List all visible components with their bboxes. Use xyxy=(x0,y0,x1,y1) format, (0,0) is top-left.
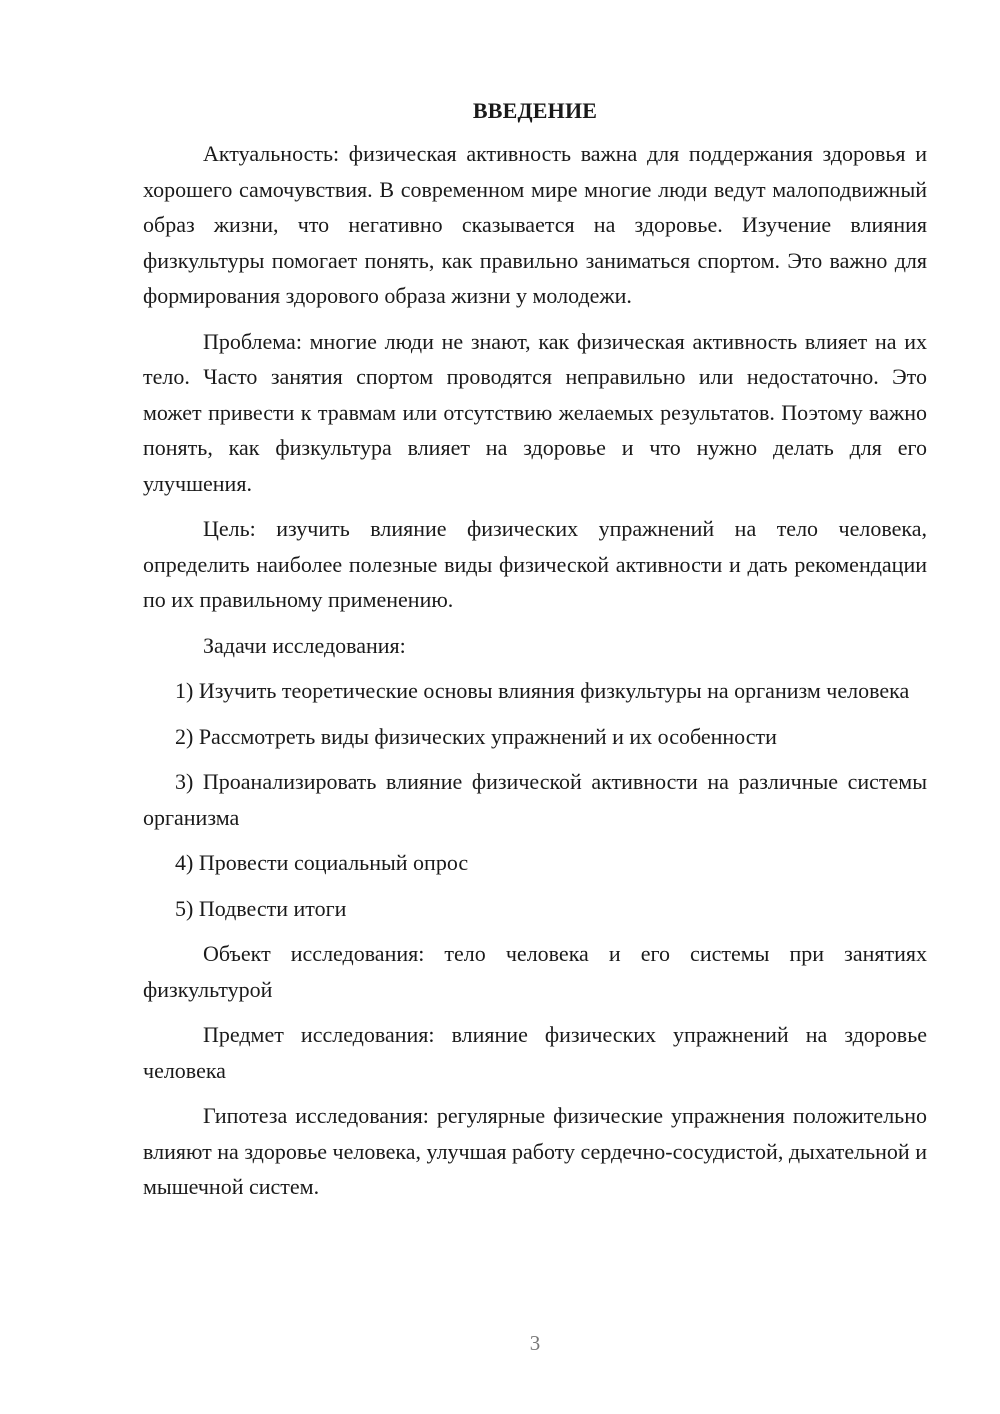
goal-paragraph: Цель: изучить влияние физических упражнений на тело человека, определить наиболее полезные виды физической активности и дать рекомендации по их правильному применению. xyxy=(143,516,927,612)
document-page xyxy=(143,96,927,1215)
task-item-3: 3) Проанализировать влияние физической активности на различные системы организма xyxy=(143,769,927,830)
object-paragraph: Объект исследования: тело человека и его системы при занятиях физкультурой xyxy=(143,941,927,1002)
page-number: 3 xyxy=(529,1331,541,1355)
task-item-1: 1) Изучить теоретические основы влияния физкультуры на организм человека xyxy=(175,678,910,703)
relevance-paragraph: Актуальность: физическая активность важна для поддержания здоровья и хорошего самочувствия. В современном мире многие люди ведут малоподвижный образ жизни, что негативно сказывается на здоровье. Изучение влияния физкультуры помогает понять, как правильно заниматься спортом. Это важно для формирования здорового образа жизни у молодежи. xyxy=(143,141,927,308)
task-item-2: 2) Рассмотреть виды физических упражнений и их особенности xyxy=(175,723,777,749)
tasks-heading: Задачи исследования: xyxy=(203,632,406,658)
task-item-5: 5) Подвести итоги xyxy=(175,895,347,921)
hypothesis-paragraph: Гипотеза исследования: регулярные физические упражнения положительно влияют на здоровье человека, улучшая работу сердечно-сосудистой, дыхательной и мышечной систем. xyxy=(143,1103,927,1199)
section-title: ВВЕДЕНИЕ xyxy=(472,98,598,123)
task-item-4: 4) Провести социальный опрос xyxy=(175,850,469,875)
tasks-list xyxy=(143,673,927,926)
problem-paragraph: Проблема: многие люди не знают, как физическая активность влияет на их тело. Часто занятия спортом проводятся неправильно или недостаточно. Это может привести к травмам или отсутствию желаемых результатов. Поэтому важно понять, как физкультура влияет на здоровье и что нужно делать для его улучшения. xyxy=(143,328,927,496)
subject-paragraph: Предмет исследования: влияние физических упражнений на здоровье человека xyxy=(143,1022,927,1083)
